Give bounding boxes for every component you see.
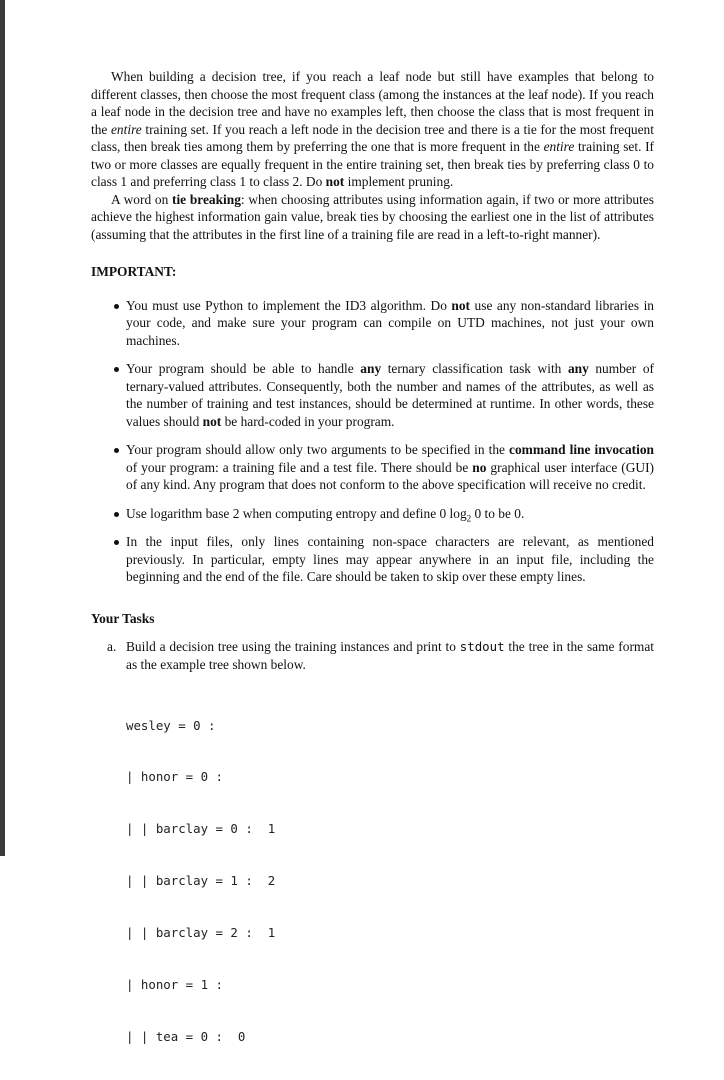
text-run: implement pruning. — [344, 174, 454, 189]
text-run: of your program: a training file and a test file. There should be — [126, 459, 473, 475]
tree-line: | | tea = 0 : 0 — [126, 1028, 246, 1044]
tasks-heading: Your Tasks — [91, 610, 155, 626]
important-list — [91, 297, 654, 586]
window-left-edge — [0, 0, 5, 856]
bold-text: no — [472, 459, 487, 475]
bullet-icon — [114, 304, 119, 309]
tree-line: wesley = 0 : — [126, 717, 216, 733]
tree-line: | | barclay = 1 : 2 — [126, 873, 276, 889]
text-run: use any non-standard libraries in your code, and make sure your program can compile on UTD machines, not just your own machines. — [126, 297, 654, 348]
tree-line: | honor = 1 : — [126, 977, 223, 993]
bullet-icon — [114, 540, 119, 545]
tree-line: | honor = 0 : — [126, 769, 223, 785]
text-run: training set. If two or more classes are equally frequent in the entire training set, then break ties by preferring class 0 to class 1 and preferring class 1 to class 2. Do — [91, 139, 654, 189]
list-item — [91, 505, 654, 523]
text-run: A word on — [111, 191, 172, 207]
bold-text: any — [360, 361, 382, 376]
text-run: In the input files, only lines containing non-space characters are relevant, as mentioned previously. In particular, empty lines may appear anywhere in an input file, including the beginning and the end of the file. Care should be taken to skip over these empty lines. — [126, 534, 654, 584]
text-run: : when choosing attributes using information again, if two or more attributes achieve the highest information gain value, break ties by choosing the earliest one in the list of attributes (assuming that the attributes in the first line of a training file are read in a left-to-right manner). — [91, 191, 654, 242]
paragraph-leaf-node-rules — [91, 68, 654, 191]
bold-tie-breaking: tie breaking — [171, 191, 241, 207]
tree-line: | | barclay = 2 : 1 — [126, 925, 276, 941]
bold-text: not — [451, 297, 471, 313]
bullet-icon — [114, 512, 119, 517]
text-run: When building a decision tree, if you reach a leaf node but still have examples that belong to different classes, then choose the most frequent class (among the instances at the leaf node). If you reach a leaf node in the decision tree and have no examples left, then choose the class that is most frequent in the — [91, 69, 654, 137]
emphasis-entire: entire — [110, 121, 142, 137]
text-run: Your program should allow only two arguments to be specified in the — [126, 442, 510, 457]
code-stdout: stdout — [459, 639, 505, 654]
list-item — [91, 533, 654, 586]
text-run: Your program should be able to handle — [126, 361, 361, 376]
paragraph-tie-breaking — [91, 191, 654, 244]
important-heading: IMPORTANT: — [91, 264, 177, 279]
bold-text: not — [202, 413, 222, 429]
task-item-a — [91, 638, 654, 673]
bold-not: not — [325, 174, 345, 189]
text-run: 0 to be 0. — [471, 505, 525, 521]
subscript: 2 — [466, 513, 472, 524]
bullet-icon — [114, 367, 119, 372]
list-item — [91, 441, 654, 494]
task-marker: a. — [107, 639, 117, 654]
text-run: training set. If you reach a left node in the decision tree and there is a tie for the most frequent class, then break ties among them by preferring the one that is more frequent in the — [91, 121, 654, 154]
text-run: Use logarithm base 2 when computing entropy and define 0 log — [126, 505, 467, 521]
text-run: ternary classification task with — [381, 361, 568, 376]
example-tree — [126, 682, 654, 1080]
text-run: number of ternary-valued attributes. Consequently, both the number and names of the attributes, as well as the number of training and test instances, should be determined at runtime. In other words, these values should — [126, 361, 654, 429]
bold-text: any — [567, 361, 589, 376]
bullet-icon — [114, 448, 119, 453]
list-item — [91, 297, 654, 350]
tree-line: | | barclay = 0 : 1 — [126, 821, 276, 837]
emphasis-entire: entire — [543, 139, 575, 154]
text-run: be hard-coded in your program. — [221, 413, 395, 429]
text-run: the tree in the same format as the example tree shown below. — [126, 639, 654, 672]
text-run: You must use Python to implement the ID3 algorithm. Do — [126, 297, 452, 313]
text-run: Build a decision tree using the training instances and print to — [126, 639, 460, 654]
document-page — [91, 68, 654, 1080]
bold-text: command line invocation — [509, 442, 654, 457]
text-run: graphical user interface (GUI) of any kind. Any program that does not conform to the above specification will receive no credit. — [126, 459, 655, 492]
list-item — [91, 360, 654, 430]
